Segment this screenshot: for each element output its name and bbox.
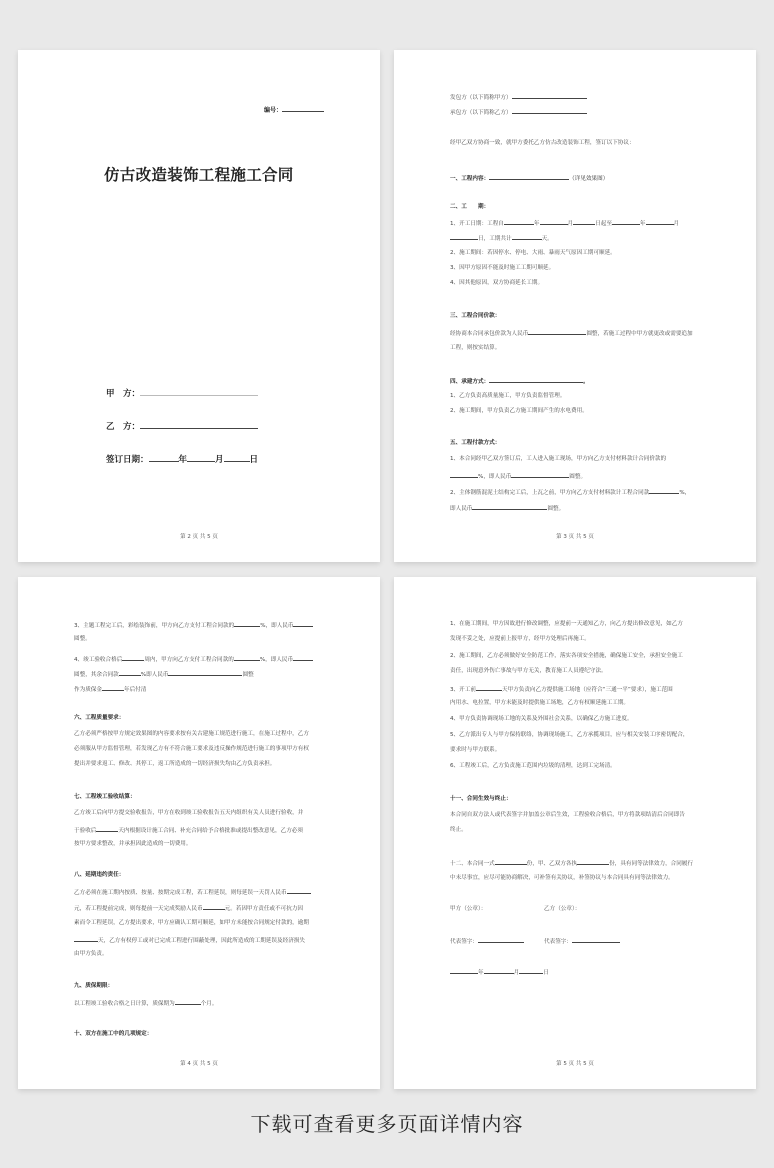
clause-6-3: 提出并要求返工、修改、其停工，返工所造成的一切经济损失均由乙方负责承担。 bbox=[74, 761, 276, 767]
rule-3b: 内用水、电拉置，甲方未能及时提供施工场地，乙方有权顺延施工工期。 bbox=[450, 700, 630, 706]
rep-sign-a: 代表签字： bbox=[450, 936, 524, 946]
clause-11-1: 本合同自双方法人或代表签字并加盖公章后生效，工程验收合格后，甲方将款项结清后合同即告 bbox=[450, 812, 685, 818]
section-4-heading: 四、承建方式： 。 bbox=[450, 376, 589, 386]
clause-7-3: 按甲方要求整改，并承担因此造成的一切费用。 bbox=[74, 841, 192, 847]
clause-4-1: 1、乙方负责高质量施工，甲方负责监督管理。 bbox=[450, 393, 566, 399]
rule-5b: 要求时与甲方联系。 bbox=[450, 747, 501, 753]
party-b-line: 乙 方： bbox=[106, 420, 258, 432]
clause-11-2: 终止。 bbox=[450, 827, 467, 833]
price-line-2: 工程，则按实结算。 bbox=[450, 345, 501, 351]
page-footer: 第 4 页 共 5 页 bbox=[180, 1061, 218, 1067]
contract-title: 仿古改造装饰工程施工合同 bbox=[104, 166, 294, 184]
price-line: 经协商本合同承包价款为人民币 圆整，若施工过程中甲方就更改或需要追加 bbox=[450, 328, 693, 338]
contractor-line: 承包方（以下简称乙方） bbox=[450, 107, 587, 117]
section-5-heading: 五、工程付款方式： bbox=[450, 440, 501, 446]
section-7-heading: 七、工程竣工验收结算： bbox=[74, 794, 136, 800]
clause-5-4c: 作为质保金 年后付清 bbox=[74, 684, 146, 694]
section-1: 一、工程内容： （详见效果图） bbox=[450, 173, 608, 183]
rule-4: 4、甲方负责协调现场工地的关系及外围社会关系，以确保乙方施工进度。 bbox=[450, 716, 633, 722]
page-footer: 第 2 页 共 5 页 bbox=[180, 534, 218, 540]
clause-8-5: 由甲方负责。 bbox=[74, 951, 108, 957]
rule-6: 6、工程竣工后，乙方负责施工范围内垃圾的清理，达到工完场清。 bbox=[450, 763, 616, 769]
duration-line: 日，工期共计 天。 bbox=[450, 233, 553, 243]
section-11-heading: 十一、合同生效与终止： bbox=[450, 796, 512, 802]
rule-1b: 发现不妥之处，应提前上报甲方，经甲方处理后再施工。 bbox=[450, 636, 590, 642]
contract-number: 编号： bbox=[264, 105, 324, 114]
rule-5: 5、乙方派出专人与甲方保持联络，协调现场施工，乙方承揽项目，应与相关安装工序密切配合， bbox=[450, 732, 689, 738]
contract-page-2 bbox=[18, 50, 380, 562]
clause-6-2: 必须服从甲方监督管理，若发现乙方有不符合施工要求及违反操作规范进行施工的事项甲方有权 bbox=[74, 746, 309, 752]
clause-5-2b: 即人民币 圆整。 bbox=[450, 503, 564, 513]
rule-2: 2、施工期间，乙方必须做好安全防范工作，落实各项安全措施，确保施工安全，承担安全施工 bbox=[450, 653, 683, 659]
clause-7-1: 乙方竣工后向甲方提交验收报告，甲方在收到竣工验收报告五天内组织有关人员进行验收，并 bbox=[74, 810, 304, 816]
clause-2-4: 4、因其他原因，双方协商延长工期。 bbox=[450, 280, 544, 286]
rule-3: 3、开工前 天甲方负责向乙方提供施工场地（应符合“三通一平”要求），施工范围 bbox=[450, 684, 673, 694]
clause-5-4: 4、竣工验收合格后 周内，甲方向乙方支付工程合同款的 %，即人民币 bbox=[74, 654, 313, 664]
clause-8-1: 乙方必须在施工期内按质、按量、按期完成工程，若工程延误，则每延误一天罚人民币 bbox=[74, 887, 311, 897]
rule-2b: 责任，出现意外伤亡事故与甲方无关，教育施工人员遵纪守法。 bbox=[450, 668, 607, 674]
clause-5-3b: 圆整。 bbox=[74, 636, 91, 642]
sign-date-line: 签订日期： 年 月 日 bbox=[106, 455, 259, 465]
section-10-heading: 十、双方在施工中的几项规定： bbox=[74, 1031, 153, 1037]
clause-5-3: 3、主题工程完工后，彩绘装饰前，甲方向乙方支付工程合同款的 %，即人民币 bbox=[74, 620, 313, 630]
section-9-heading: 九、质保期限： bbox=[74, 983, 114, 989]
clause-5-1: 1、本合同经甲乙双方签订后，工人进入施工现场，甲方向乙方支付材料款计合同价款的 bbox=[450, 456, 667, 462]
contract-page-3 bbox=[394, 50, 756, 562]
clause-12-2: 中未尽事宜，应尽可能协商解决，可补签有关协议，补签协议与本合同具有同等法律效力。 bbox=[450, 875, 674, 881]
rule-1: 1、在施工期间，甲方因故进行修改调整，应提前一天通知乙方，向乙方提出修改意见，如乙方 bbox=[450, 621, 683, 627]
section-6-heading: 六、工程质量要求： bbox=[74, 715, 125, 721]
clause-12-1: 十二、本合同一式 份，甲、乙双方各执 份，具有同等法律效力，合同履行 bbox=[450, 858, 693, 868]
clause-2-2: 2、施工期间：若因停水、停电、大雨、暴雨天气原因工期可顺延。 bbox=[450, 250, 616, 256]
party-a-line: 甲 方： bbox=[106, 387, 258, 399]
clause-7-2: 于验收后 天内根据设计施工合同、补充合同给予合格批准或提出整改意见，乙方必须 bbox=[74, 825, 303, 835]
stamp-party-b: 乙方（公章）： bbox=[544, 906, 581, 912]
section-3-heading: 三、工程合同价款： bbox=[450, 313, 501, 319]
section-8-heading: 八、延期违约责任： bbox=[74, 872, 125, 878]
clause-9-1: 以工程竣工验收合格之日计算，质保期为 个月。 bbox=[74, 998, 218, 1008]
clause-5-1b: %，即人民币 圆整。 bbox=[450, 471, 586, 481]
employer-line: 发包方（以下简称甲方） bbox=[450, 92, 587, 102]
clause-2-3: 3、因甲方原因不能及时施工工期可顺延。 bbox=[450, 265, 555, 271]
contract-page-4 bbox=[18, 577, 380, 1089]
download-banner[interactable]: 下载可查看更多页面详情内容 bbox=[250, 1112, 524, 1136]
page-footer: 第 5 页 共 5 页 bbox=[556, 1061, 594, 1067]
section-2-heading: 二、工 期： bbox=[450, 204, 490, 210]
rep-sign-b: 代表签字： bbox=[544, 936, 620, 946]
clause-5-2: 2、主体钢筋混泥土结构完工后，上瓦之前，甲方向乙方支付材料款计工程合同款 %， bbox=[450, 487, 690, 497]
clause-8-2: 元，若工程提前完成，则每提前一天完成奖励人民币 元。若因甲方责任或不可抗力因 bbox=[74, 903, 303, 913]
clause-8-3: 素而令工程延误，乙方提出要求，甲方应确认工期可顺延，如甲方未能按合同规定付款的，逾期 bbox=[74, 920, 309, 926]
clause-5-4b: 圆整，其余合同款 %即人民币 圆整 bbox=[74, 669, 254, 679]
page-footer: 第 3 页 共 5 页 bbox=[556, 534, 594, 540]
contract-page-5 bbox=[394, 577, 756, 1089]
clause-4-2: 2、施工期间，甲方负责乙方施工期间产生的水电费用。 bbox=[450, 408, 588, 414]
start-date-line: 1、开工日期：工程自 年 月 日起至 年 月 bbox=[450, 218, 679, 228]
stamp-party-a: 甲方（公章）： bbox=[450, 906, 487, 912]
clause-6-1: 乙方必须严格按甲方规定效果图的内容要求按有关古建施工规范进行施工，在施工过程中，乙方 bbox=[74, 731, 309, 737]
preamble: 经甲乙双方协商一致，就甲方委托乙方仿古改造装饰工程，签订以下协议： bbox=[450, 140, 635, 146]
clause-8-4: 天，乙方有权停工或对已完成工程进行围蔽处理，因此所造成的工期延误及经济损失 bbox=[74, 935, 305, 945]
sign-date: 年 月 日 bbox=[450, 967, 549, 977]
